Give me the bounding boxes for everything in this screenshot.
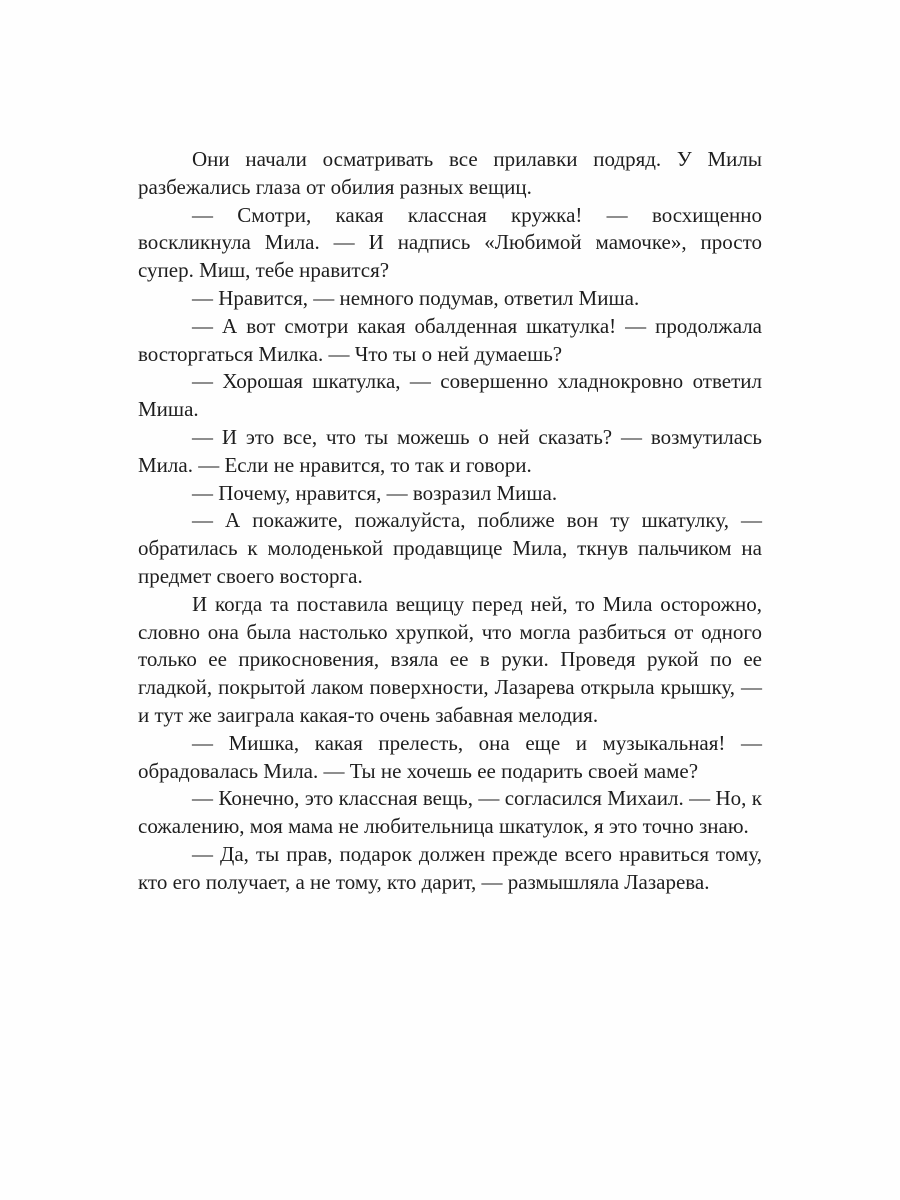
- paragraph: — А вот смотри какая обалденная шкатулка! — продолжала восторгаться Милка. — Что ты о ней думаешь?: [138, 313, 762, 366]
- paragraph: — И это все, что ты можешь о ней сказать? — возмутилась Мила. — Если не нравится, то так и говори.: [138, 424, 762, 477]
- paragraph: — Смотри, какая классная кружка! — восхищенно воскликнула Мила. — И надпись «Любимой мамочке», просто супер. Миш, тебе нравится?: [138, 202, 762, 283]
- paragraph: — Мишка, какая прелесть, она еще и музыкальная! — обрадовалась Мила. — Ты не хочешь ее подарить своей маме?: [138, 730, 762, 783]
- paragraph: — Конечно, это классная вещь, — согласился Михаил. — Но, к сожалению, моя мама не любительница шкатулок, я это точно знаю.: [138, 786, 762, 839]
- paragraph: — Да, ты прав, подарок должен прежде всего нравиться тому, кто его получает, а не тому, кто дарит, — размышляла Лазарева.: [138, 841, 762, 894]
- paragraph: — Нравится, — немного подумав, ответил Миша.: [192, 285, 640, 310]
- paragraph: — А покажите, пожалуйста, поближе вон ту шкатулку, — обратилась к молоденькой продавщице Мила, ткнув пальчиком на предмет своего восторга.: [138, 508, 762, 588]
- paragraph: Они начали осматривать все прилавки подряд. У Милы разбежались глаза от обилия разных вещиц.: [138, 147, 762, 199]
- paragraph: — Хорошая шкатулка, — совершенно хладнокровно ответил Миша.: [138, 369, 762, 422]
- page-text-block: [138, 146, 762, 897]
- paragraph: И когда та поставила вещицу перед ней, то Мила осторожно, словно она была настолько хрупкой, что могла разбиться от одного только ее прикосновения, взяла ее в руки. Проведя рукой по ее гладкой, покрытой лаком поверхности, Лазарева открыла крышку, — и тут же заиграла какая-то очень забавная мелодия.: [138, 591, 762, 727]
- paragraph: — Почему, нравится, — возразил Миша.: [192, 480, 558, 505]
